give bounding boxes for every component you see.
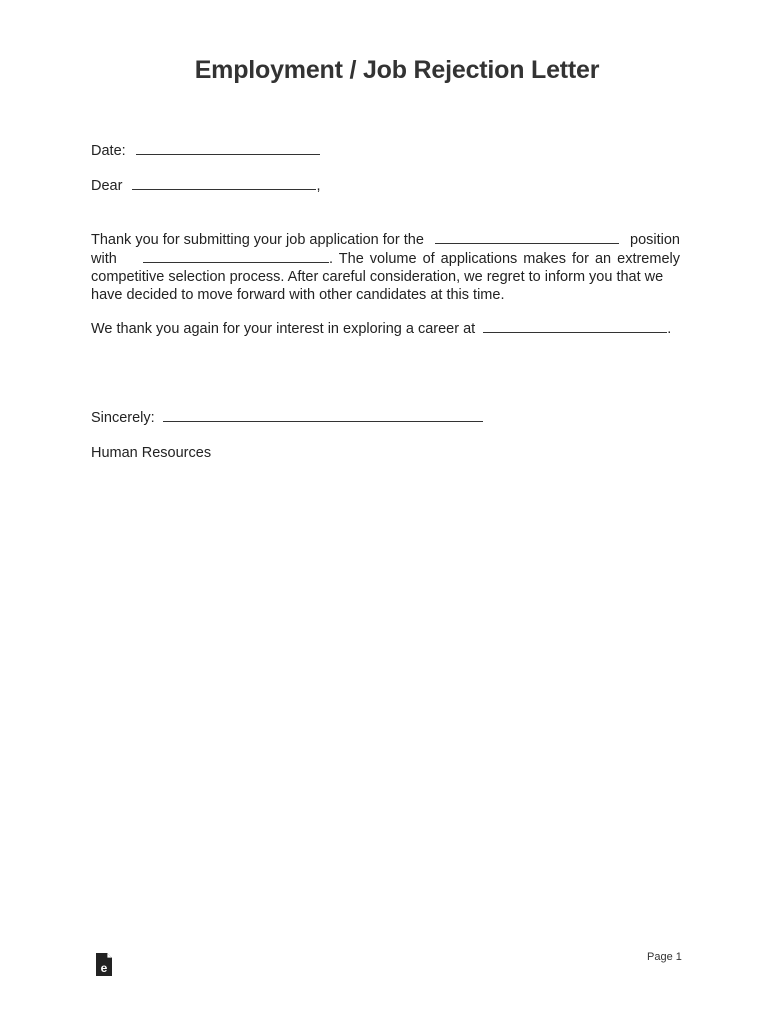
career-company-blank[interactable] [483, 319, 667, 333]
signature-department: Human Resources [91, 445, 212, 461]
date-line [91, 141, 320, 160]
page-number: Page 1 [647, 951, 682, 963]
sincerely-label: Sincerely: [91, 410, 155, 426]
signature-blank[interactable] [163, 408, 483, 422]
page-title: Employment / Job Rejection Letter [194, 56, 600, 84]
rejection-paragraph [91, 230, 680, 304]
recipient-blank[interactable] [132, 176, 316, 190]
company-blank[interactable] [143, 249, 329, 263]
paragraph-line-4: have decided to move forward with other candidates at this time. [91, 287, 505, 303]
sincerely-line [91, 408, 483, 427]
date-blank[interactable] [136, 141, 320, 155]
paragraph-line-1 [91, 230, 680, 249]
paragraph-text: Thank you for submitting your job application for the [91, 232, 424, 248]
closing-text: We thank you again for your interest in exploring a career at [91, 321, 476, 337]
paragraph-line-3: competitive selection process. After careful consideration, we regret to inform you that we [91, 269, 664, 285]
position-blank[interactable] [435, 230, 619, 244]
closing-line [91, 319, 671, 338]
svg-text:e: e [100, 961, 108, 975]
closing-period: . [667, 321, 672, 337]
paragraph-text: with [91, 251, 117, 267]
dear-comma: , [316, 178, 321, 194]
dear-line [91, 176, 321, 195]
paragraph-text: position [630, 232, 680, 248]
dear-label: Dear [91, 178, 123, 194]
date-label: Date: [91, 143, 126, 159]
paragraph-text: . The volume of applications makes for an extremely [328, 251, 680, 267]
paragraph-line-2 [91, 249, 680, 268]
eforms-logo-icon [95, 953, 113, 977]
